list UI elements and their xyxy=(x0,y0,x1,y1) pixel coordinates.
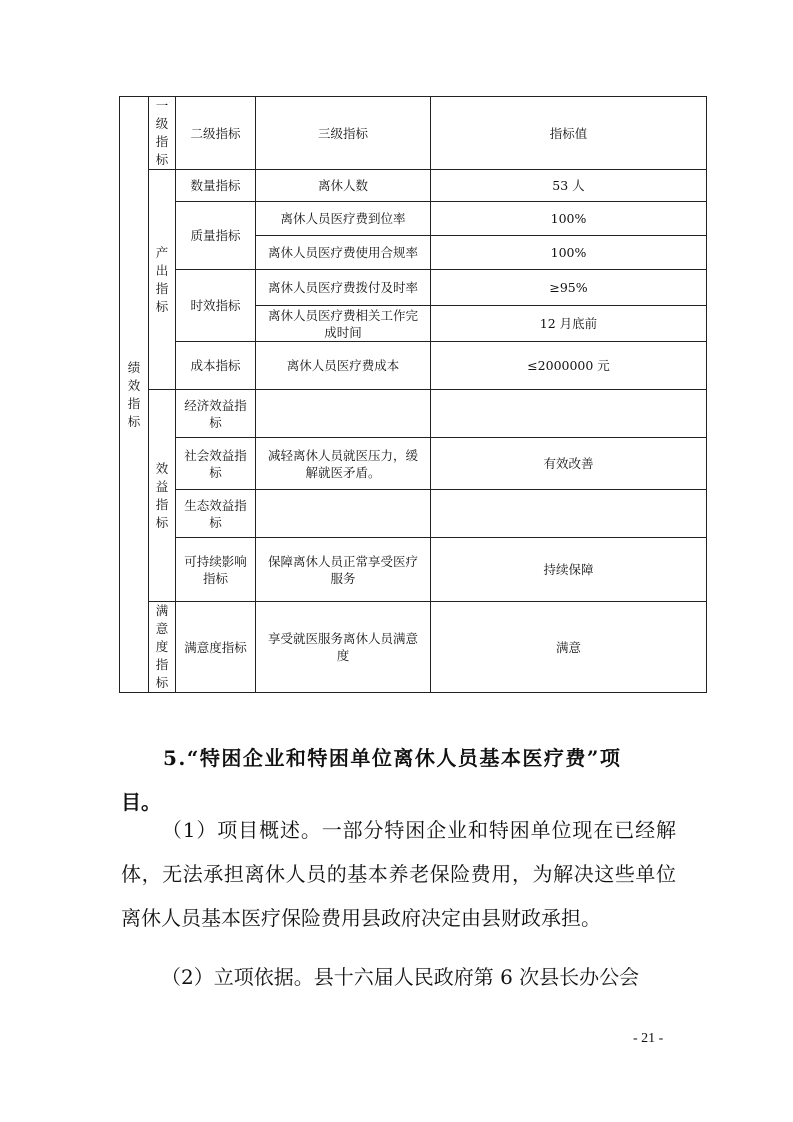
timeliness-value-1: ≥95% xyxy=(431,270,707,306)
cost-label: 成本指标 xyxy=(176,342,256,390)
sustainable-value: 持续保障 xyxy=(431,538,707,602)
economic-value xyxy=(431,390,707,438)
project-overview-paragraph: （1）项目概述。一部分特困企业和特困单位现在已经解体，无法承担离休人员的基本养老保险费用，为解决这些单位离休人员基本医疗保险费用县政府决定由县财政承担。 xyxy=(121,818,676,930)
table-row xyxy=(120,270,707,306)
section-heading: 5.“特困企业和特困单位离休人员基本医疗费”项 目。 xyxy=(121,746,622,814)
project-basis-paragraph: （2）立项依据。县十六届人民政府第 6 次县长办公会 xyxy=(161,965,640,989)
satisfaction-item: 享受就医服务离休人员满意度 xyxy=(256,602,431,693)
quantity-item: 离休人数 xyxy=(256,170,431,202)
table-row xyxy=(120,438,707,490)
header-level3: 三级指标 xyxy=(256,97,431,170)
timeliness-label: 时效指标 xyxy=(176,270,256,342)
table-row xyxy=(120,602,707,693)
social-item: 减轻离休人员就医压力，缓解就医矛盾。 xyxy=(256,438,431,490)
table-row xyxy=(120,202,707,236)
quality-value-1: 100% xyxy=(431,202,707,236)
category-performance-cell: 绩效指标 xyxy=(120,97,149,693)
ecological-label: 生态效益指标 xyxy=(176,490,256,538)
quantity-label: 数量指标 xyxy=(176,170,256,202)
social-label: 社会效益指标 xyxy=(176,438,256,490)
timeliness-value-2: 12 月底前 xyxy=(431,306,707,342)
table-header-row xyxy=(120,97,707,170)
economic-label: 经济效益指标 xyxy=(176,390,256,438)
satisfaction-value: 满意 xyxy=(431,602,707,693)
table-row xyxy=(120,390,707,438)
sustainable-label: 可持续影响指标 xyxy=(176,538,256,602)
quantity-value: 53 人 xyxy=(431,170,707,202)
quality-value-2: 100% xyxy=(431,236,707,270)
quality-item-1: 离休人员医疗费到位率 xyxy=(256,202,431,236)
cost-item: 离休人员医疗费成本 xyxy=(256,342,431,390)
performance-indicator-table xyxy=(119,96,707,693)
table-row xyxy=(120,538,707,602)
cost-value: ≤2000000 元 xyxy=(431,342,707,390)
page-number: - 21 - xyxy=(633,1031,664,1046)
social-value: 有效改善 xyxy=(431,438,707,490)
header-level1: 一级指标 xyxy=(149,97,176,170)
table-row xyxy=(120,342,707,390)
satisfaction-label: 满意度指标 xyxy=(176,602,256,693)
quality-label: 质量指标 xyxy=(176,202,256,270)
table-row xyxy=(120,490,707,538)
satisfaction-indicator-cell: 满意度指标 xyxy=(149,602,176,693)
economic-item xyxy=(256,390,431,438)
output-indicator-cell: 产出指标 xyxy=(149,170,176,390)
ecological-item xyxy=(256,490,431,538)
header-level2: 二级指标 xyxy=(176,97,256,170)
benefit-indicator-cell: 效益指标 xyxy=(149,390,176,602)
header-value: 指标值 xyxy=(431,97,707,170)
table-row xyxy=(120,170,707,202)
sustainable-item: 保障离休人员正常享受医疗服务 xyxy=(256,538,431,602)
ecological-value xyxy=(431,490,707,538)
timeliness-item-2: 离休人员医疗费相关工作完成时间 xyxy=(256,306,431,342)
quality-item-2: 离休人员医疗费使用合规率 xyxy=(256,236,431,270)
timeliness-item-1: 离休人员医疗费拨付及时率 xyxy=(256,270,431,306)
